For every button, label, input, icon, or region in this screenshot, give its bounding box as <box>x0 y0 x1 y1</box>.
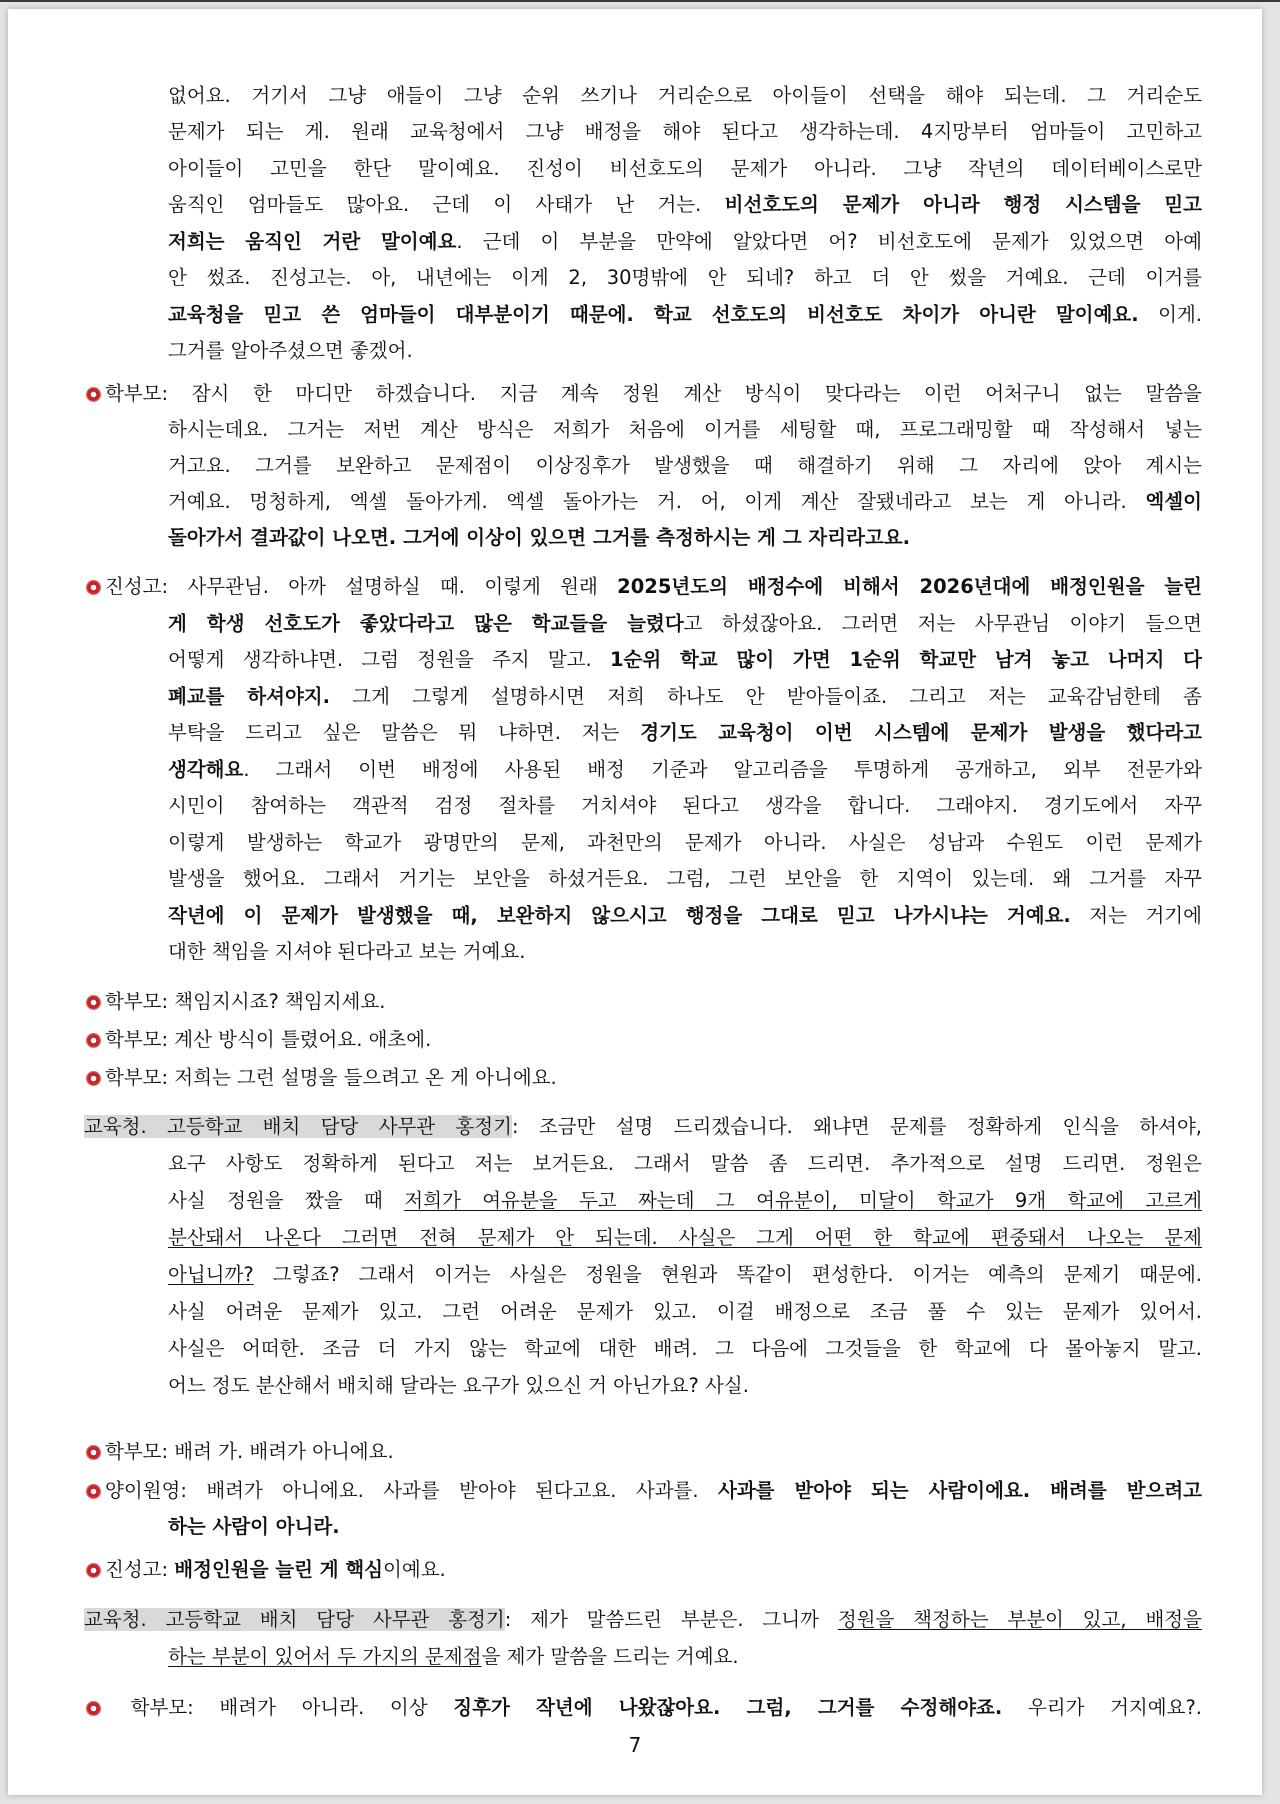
text-line: 생각해요. 그래서 이번 배정에 사용된 배정 기준과 알고리즘을 투명하게 공개하고, 외부 전문가와 <box>168 758 1202 781</box>
speaker-line: 학부모: 잠시 한 마디만 하겠습니다. 지금 계속 정원 계산 방식이 맞다라는 이런 어처구니 없는 말씀을 <box>86 379 1202 409</box>
speaker-label: 학부모 <box>105 1066 162 1089</box>
text-line: 어떻게 생각하냐면. 그럼 정원을 주지 말고. 1순위 학교 많이 가면 1순위 학교만 남겨 놓고 나머지 다 <box>168 648 1202 671</box>
text-line: 시민이 참여하는 객관적 검정 절차를 거치셔야 된다고 생각을 합니다. 그래야지. 경기도에서 자꾸 <box>168 794 1202 817</box>
text-line: 저희는 움직인 거란 말이예요. 근데 이 부분을 만약에 알았다면 어? 비선호도에 문제가 있었으면 아예 <box>168 230 1202 253</box>
text-line: 사실 어려운 문제가 있고. 그런 어려운 문제가 있고. 이걸 배정으로 조금 풀 수 있는 문제가 있어서. <box>168 1300 1202 1323</box>
page-number: 7 <box>628 1733 642 1757</box>
text-line: 게 학생 선호도가 좋았다라고 많은 학교들을 늘렸다고 하셨잖아요. 그러면 저는 사무관님 이야기 들으면 <box>168 612 1202 635</box>
text-line: 움직인 엄마들도 많아요. 근데 이 사태가 난 거는. 비선호도의 문제가 아니라 행정 시스템을 믿고 <box>168 193 1203 216</box>
text-line: 안 썼죠. 진성고는. 아, 내년에는 이게 2, 30명밖에 안 되네? 하고 더 안 썼을 거예요. 근데 이거를 <box>168 266 1202 289</box>
text-line: 하시는데요. 그거는 저번 계산 방식은 저희가 처음에 이거를 세팅할 때, 프로그래밍할 때 작성해서 넣는 <box>168 418 1202 441</box>
speaker-label: 학부모 <box>105 382 162 405</box>
text-line: 이렇게 발생하는 학교가 광명만의 문제, 과천만의 문제가 아니라. 사실은 성남과 수원도 이런 문제가 <box>168 831 1202 854</box>
speaker-label: 양이원영 <box>105 1479 181 1502</box>
speaker-label: 교육청. 고등학교 배치 담당 사무관 홍정기 <box>84 1608 505 1631</box>
speaker-line: 진성고: 사무관님. 아까 설명하실 때. 이렇게 원래 2025년도의 배정수에 비해서 2026년대에 배정인원을 늘린 <box>86 572 1202 602</box>
red-seal-icon <box>86 387 101 402</box>
text-line: 그거를 알아주셨으면 좋겠어. <box>168 339 413 362</box>
speaker-line: 교육청. 고등학교 배치 담당 사무관 홍정기: 제가 말씀드린 부분은. 그니까 정원을 책정하는 부분이 있고, 배정을 <box>84 1608 1202 1631</box>
speaker-label: 교육청. 고등학교 배치 담당 사무관 홍정기 <box>84 1115 512 1138</box>
text-line: 거고요. 그거를 보완하고 문제점이 이상징후가 발생했을 때 해결하기 위해 그 자리에 앉아 계시는 <box>168 454 1202 477</box>
red-seal-icon <box>86 1445 101 1460</box>
red-seal-icon <box>86 995 101 1010</box>
red-seal-icon <box>86 1484 101 1499</box>
text-line: 사실 정원을 짰을 때 저희가 여유분을 두고 짜는데 그 여유분이, 미달이 학교가 9개 학교에 고르게 <box>168 1189 1202 1212</box>
red-seal-icon <box>86 580 101 595</box>
speaker-label: 진성고 <box>105 575 162 598</box>
document-page <box>8 9 1262 1795</box>
speaker-label: 학부모 <box>105 1028 162 1051</box>
text-line: 아닙니까? 그렇죠? 그래서 이거는 사실은 정원을 현원과 똑같이 편성한다. 이거는 예측의 문제기 때문에. <box>168 1263 1202 1286</box>
speaker-label: 학부모 <box>130 1696 188 1719</box>
text-line: 하는 사람이 아니라. <box>168 1515 340 1538</box>
speaker-line: 학부모: 저희는 그런 설명을 들으려고 온 게 아니에요. <box>86 1063 557 1093</box>
text-line: 작년에 이 문제가 발생했을 때, 보완하지 않으시고 행정을 그대로 믿고 나가시냐는 거예요. 저는 거기에 <box>168 904 1202 927</box>
text-line: 요구 사항도 정확하게 된다고 저는 보거든요. 그래서 말씀 좀 드리면. 추가적으로 설명 드리면. 정원은 <box>168 1152 1202 1175</box>
text-line: 사실은 어떠한. 조금 더 가지 않는 학교에 대한 배려. 그 다음에 그것들을 한 학교에 다 몰아놓지 말고. <box>168 1337 1202 1360</box>
text-line: 폐교를 하셔야지. 그게 그렇게 설명하시면 저희 하나도 안 받아들이죠. 그리고 저는 교육감님한테 좀 <box>168 685 1202 708</box>
text-line: 대한 책임을 지셔야 된다라고 보는 거예요. <box>168 940 526 963</box>
text-line: 하는 부분이 있어서 두 가지의 문제점을 제가 말씀을 드리는 거예요. <box>168 1645 739 1668</box>
text-line: 아이들이 고민을 한단 말이예요. 진성이 비선호도의 문제가 아니라. 그냥 작년의 데이터베이스로만 <box>168 157 1202 180</box>
speaker-label: 학부모 <box>105 990 162 1013</box>
red-seal-icon <box>86 1033 101 1048</box>
text-line: 분산돼서 나온다 그러면 전혀 문제가 안 되는데. 사실은 그게 어떤 한 학교에 편중돼서 나오는 문제 <box>168 1226 1202 1249</box>
speaker-line: 학부모: 배려 가. 배려가 아니에요. <box>86 1437 394 1467</box>
speaker-line: 진성고: 배정인원을 늘린 게 핵심이예요. <box>86 1555 446 1585</box>
text-line: 교육청을 믿고 쓴 엄마들이 대부분이기 때문에. 학교 선호도의 비선호도 차이가 아니란 말이예요. 이게. <box>168 303 1202 326</box>
speaker-line: 교육청. 고등학교 배치 담당 사무관 홍정기: 조금만 설명 드리겠습니다. 왜냐면 문제를 정확하게 인식을 하셔야, <box>84 1115 1203 1138</box>
speaker-line: 학부모: 배려가 아니라. 이상 징후가 작년에 나왔잖아요. 그럼, 그거를 수정해야죠. 우리가 거지예요?. <box>86 1693 1202 1723</box>
text-line: 없어요. 거기서 그냥 애들이 그냥 순위 쓰기나 거리순으로 아이들이 선택을 해야 되는데. 그 거리순도 <box>168 84 1202 107</box>
speaker-line: 학부모: 책임지시죠? 책임지세요. <box>86 987 385 1017</box>
text-line: 돌아가서 결과값이 나오면. 그거에 이상이 있으면 그거를 측정하시는 게 그 자리라고요. <box>168 526 910 549</box>
speaker-line: 양이원영: 배려가 아니에요. 사과를 받아야 된다고요. 사과를. 사과를 받아야 되는 사람이에요. 배려를 받으려고 <box>86 1476 1202 1506</box>
text-line: 부탁을 드리고 싶은 말씀은 뭐 냐하면. 저는 경기도 교육청이 이번 시스템에 문제가 발생을 했다라고 <box>168 721 1202 744</box>
text-line: 거예요. 멍청하게, 엑셀 돌아가게. 엑셀 돌아가는 거. 어, 이게 계산 잘됐네라고 보는 게 아니라. 엑셀이 <box>168 490 1202 513</box>
text-line: 어느 정도 분산해서 배치해 달라는 요구가 있으신 거 아닌가요? 사실. <box>168 1374 749 1397</box>
red-seal-icon <box>86 1563 101 1578</box>
red-seal-icon <box>86 1701 101 1716</box>
text-line: 발생을 했어요. 그래서 거기는 보안을 하셨거든요. 그럼, 그런 보안을 한 지역이 있는데. 왜 그거를 자꾸 <box>168 867 1202 890</box>
speaker-line: 학부모: 계산 방식이 틀렸어요. 애초에. <box>86 1025 431 1055</box>
speaker-label: 학부모 <box>105 1440 162 1463</box>
speaker-label: 진성고 <box>105 1558 162 1581</box>
text-line: 문제가 되는 게. 원래 교육청에서 그냥 배정을 해야 된다고 생각하는데. 4지망부터 엄마들이 고민하고 <box>168 120 1202 143</box>
red-seal-icon <box>86 1071 101 1086</box>
